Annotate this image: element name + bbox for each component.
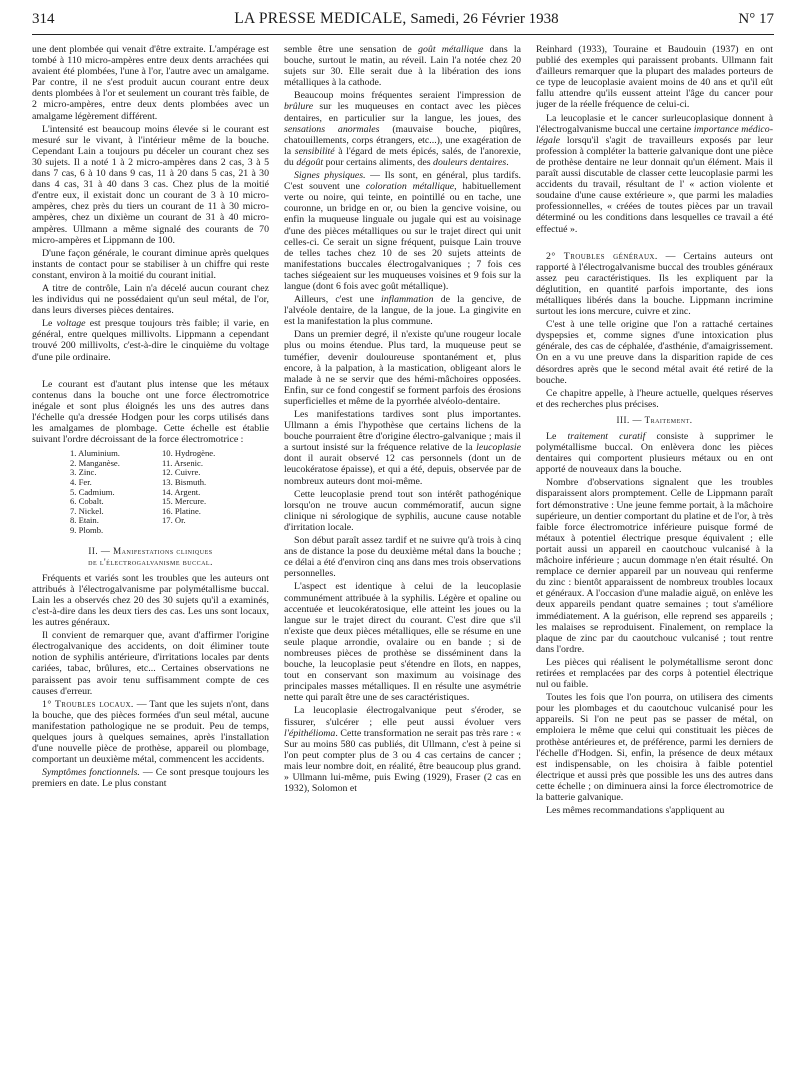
emphasis: Symptômes fonctionnels.: [42, 767, 140, 779]
list-item: 17. Or.: [162, 515, 186, 526]
paragraph: semble être une sensation de goût métallique dans la bouche, surtout le matin, au réveil. Lain l'a notée chez 20 sujets sur 30. Elle serait due à la libération des ions métalliques à la cathode.: [284, 44, 521, 89]
list-item: 14. Argent.: [162, 486, 201, 497]
paragraph: L'intensité est beaucoup moins élevée si le courant est mesuré sur le vivant, à l'intérieur même de la bouche. Cependant Lain a toujours pu déceler un courant chez ses 30 sujets. Il a noté 1 à 2 micro-ampères dans 2 cas, 3 à 5 dans 7 cas, 6 à 10 dans 9 cas, 11 à 20 dans 5 cas, 21 à 30 dans 4 cas, 31 à 40 dans 3 cas. Chez plus de la moitié d'entre eux, il existait donc un courant de 3 à 10 micro-ampères, chez près du tiers un courant de 11 à 30 micro-ampères, chez un dixième un courant de 31 à 40 micro-ampères. Ullmann a même signalé des courants de 70 micro-ampères et Lippmann de 100.: [32, 123, 269, 246]
emphasis: voltage: [56, 318, 86, 330]
paragraph: Les mêmes recommandations s'appliquent au: [546, 805, 725, 817]
paragraph: Les manifestations tardives sont plus importantes. Ullmann a émis l'hypothèse que certains lichens de la bouche pourraient être d'origine électro-galvanique ; mais il a surtout insisté sur la fréquence relative de la leucoplasie dont il aurait observé 12 cas personnels (dont un de leucokératose épaisse), et qui a été, depuis, observée par de nombreux auteurs dont moi-même.: [284, 409, 521, 487]
list-item: 15. Mercure.: [162, 496, 207, 507]
list-item: 1. Aluminium.: [70, 448, 120, 459]
paragraph: La leucoplasie et le cancer surleucoplasique donnent à l'électrogalvanisme buccal une certaine importance médico-légale lorsqu'il s'agit de travailleurs exposés par leur profession à compléter la batterie galvanique dont une pièce de prothèse dentaire ne leur donnait qu'un élément. Mais il paraît aussi discutable de classer cette leucoplasie parmi les accidents du travail, résultant de l' « action violente et soudaine d'une cause extérieure », que parmi les maladies professionnelles, « créées de toutes pièces par un travail déterminé ou les conditions dans lesquelles ce travail a été effectué ».: [536, 112, 773, 235]
paragraph: Nombre d'observations signalent que les troubles disparaissent alors promptement. Celle de Lippmann paraît fort démonstrative : Une jeune femme portait, à la mâchoire supérieure, un dentier comportant du platine et de l'or, à très faible force électromotrice inférieure puisque formé de métaux à potentiel électrique presque équivalent ; elle portait aussi un appareil en caoutchouc vulcanisé à la mâchoire inférieure ; aucun dommage n'en était résulté. On remplace ce dernier appareil par un nouveau qui renferme du zinc : bientôt apparaissent de nombreux troubles locaux et généraux. A l'occasion d'une maladie aiguë, on enlève les deux appareils pendant quatre semaines ; tout s'améliore immédiatement. A la guérison, elle reprend ses appareils ; les malaises se reproduisent. Finalement, on remplace la plaque de zinc par du caoutchouc vulcanisé ; tout rentre dans l'ordre.: [536, 477, 773, 655]
list-item: 3. Zinc.: [70, 467, 97, 478]
journal-title: LA PRESSE MEDICALE,: [234, 10, 407, 27]
paragraph: 2° Troubles généraux. — Certains auteurs ont rapporté à l'électrogalvanisme buccal des troubles généraux assez peu caractéristiques. Ils les expliquent par la déglutition, en quantité parfois importante, des ions métalliques libérés dans la bouche. Lippmann incrimine surtout les ions mercure, cuivre et zinc.: [536, 250, 773, 318]
header-rule: [32, 34, 774, 35]
paragraph: D'une façon générale, le courant diminue après quelques instants de contact pour se stabiliser à un chiffre qui reste constant, environ à la moitié du courant initial.: [32, 247, 269, 281]
list-item: 5. Cadmium.: [70, 486, 115, 497]
paragraph: A titre de contrôle, Lain n'a décelé aucun courant chez les individus qui ne possédaient qu'un seul métal, de l'or, dans leurs diverses pièces dentaires.: [32, 282, 269, 317]
paragraph: Toutes les fois que l'on pourra, on utilisera des ciments pour les plombages et du caoutchouc vulcanisé pour les appareils. Si l'on ne peut pas se passer de métal, on emploiera le même que celui qui constituait les pièces de prothèse antérieures et, de préférence, parmi les derniers de l'échelle d'Hodgen. Si, enfin, la présence de deux métaux est indispensable, on les choisira à faible potentiel électrique et aussi près que possible les uns des autres dans cette échelle ; on diminuera ainsi la force électromotrice de la batterie galvanique.: [536, 692, 773, 803]
column-2: [284, 44, 521, 1074]
list-item: 4. Fer.: [70, 476, 92, 487]
paragraph: Symptômes fonctionnels. — Ce sont presque toujours les premiers en date. Le plus constant: [32, 767, 269, 790]
subheading: 1° Troubles locaux.: [42, 698, 134, 710]
paragraph: Cette leucoplasie prend tout son intérêt pathogénique lorsqu'on ne trouve aucun commémoratif, aucun signe clinique ni sérologique de syphilis, aucune cause notable d'irritation locale.: [284, 488, 521, 533]
paragraph: La leucoplasie électrogalvanique peut s'éroder, se fissurer, s'ulcérer ; elle peut aussi évoluer vers l'épithélioma. Cette transformation ne serait pas très rare : « Sur au moins 580 cas publiés, dit Ullmann, c'est à peine si l'on peut compter plus de 3 ou 4 cas certains de cancer ; mais leur nombre doit, en réalité, être beaucoup plus grand. » Ullmann lui-même, puis Ewing (1929), Fraser (2 cas en 1932), Solomon et: [284, 705, 521, 795]
list-item: 6. Cobalt.: [70, 496, 104, 507]
issue-number: N° 17: [738, 11, 774, 27]
list-item: 10. Hydrogène.: [162, 448, 216, 459]
list-item: 12. Cuivre.: [162, 467, 201, 478]
paragraph: Le traitement curatif consiste à supprimer le polymétallisme buccal. On enlèvera donc les pièces dentaires qui comportent plusieurs métaux ou en ont apporté de nouveaux dans la bouche.: [536, 431, 773, 476]
column-1: [32, 44, 269, 1074]
list-item: 11. Arsenic.: [162, 457, 203, 468]
page-header: [32, 10, 774, 32]
list-item: 2. Manganèse.: [70, 457, 120, 468]
paragraph: Ailleurs, c'est une inflammation de la gencive, de l'alvéole dentaire, de la langue, de la joue. La gingivite en est la manifestation la plus commune.: [284, 294, 521, 328]
list-item: 7. Nickel.: [70, 505, 104, 516]
list-item: 16. Platine.: [162, 505, 201, 516]
list-item: 13. Bismuth.: [162, 476, 207, 487]
paragraph: Le courant est d'autant plus intense que les métaux contenus dans la bouche ont une force électromotrice inégale et sont plus éloignés les uns des autres dans l'échelle qu'a dressée Hodgen pour les corps utilisés dans les amalgames de plombage. Cette échelle est établie suivant l'ordre décroissant de la force électromotrice :: [32, 378, 269, 446]
paragraph: Ce chapitre appelle, à l'heure actuelle, quelques réserves et des recherches plus précises.: [536, 387, 773, 410]
paragraph: Dans un premier degré, il n'existe qu'une rougeur locale plus ou moins étendue. Plus tard, la muqueuse peut se tuméfier, devenir douloureuse spontanément et, plus encore, à la palpation, à la mastication, obligeant alors le malade à ne se servir que des hémi-mâchoires opposées. Enfin, sur ce fond congestif se forment parfois des érosions superficielles et même de la pyorrhée alvéolo-dentaire.: [284, 329, 521, 407]
issue-date: Samedi, 26 Février 1938: [410, 11, 559, 27]
paragraph: une dent plombée qui venait d'être extraite. L'ampérage est tombé à 110 micro-ampères entre deux dents arrachées qui avaient été plombées, l'une à l'or, l'autre avec un amalgame. Par contre, il ne s'est produit aucun courant entre deux dents plombées à l'or et seulement un courant très faible, de 2 micro-ampères, entre deux dents plombées avec un amalgame légèrement différent.: [32, 44, 269, 122]
paragraph: 1° Troubles locaux. — Tant que les sujets n'ont, dans la bouche, que des pièces formées d'un seul métal, aucune manifestation pathologique ne se produit. Peu de temps, quelques jours à quelques semaines, après l'installation d'une nouvelle pièce de prothèse, appareil ou plombage, comportant un deuxième métal, commencent les accidents.: [32, 698, 269, 766]
paragraph: Son début paraît assez tardif et ne suivre qu'à trois à cinq ans de distance la pose du deuxième métal dans la bouche ; ce délai a été d'environ cinq ans dans mes trois observations personnelles.: [284, 535, 521, 580]
journal-title-line: [234, 10, 558, 28]
section-heading: II. — Manifestations cliniques de l'électrogalvanisme buccal.: [88, 545, 213, 567]
column-3: [536, 44, 773, 1074]
paragraph: Reinhard (1933), Touraine et Baudouin (1937) en ont publié des exemples qui paraissent probants. Ullmann fait d'ailleurs remarquer que la plupart des malades porteurs de ce type de leucoplasie avaient moins de 40 ans et qu'il eût fallu attendre qu'ils eussent atteint l'âge du cancer pour juger de la réelle fréquence de celui-ci.: [536, 44, 773, 111]
paragraph: Les pièces qui réalisent le polymétallisme seront donc retirées et remplacées par des corps à potentiel électrique nul ou faible.: [536, 656, 773, 691]
paragraph: L'aspect est identique à celui de la leucoplasie communément attribuée à la syphilis. Légère et opaline ou accentuée et leucokératosique, elle atteint les joues ou la langue sur le trajet direct du courant. C'est dire que s'il n'existe que deux pièces métalliques, elle se résume en une seule plaque arrondie, ovalaire ou en bande ; si de nombreuses pièces de prothèse se disséminent dans la bouche, la leucoplasie peut s'étendre en îlots, en nappes, tout en conservant son maximum au voisinage des principales masses métalliques. Il en résulte une asymétrie nette qui paraît être une de ses caractéristiques.: [284, 581, 521, 704]
list-item: 9. Plomb.: [70, 524, 104, 535]
paragraph: Il convient de remarquer que, avant d'affirmer l'origine électrogalvanique des accidents, on doit éliminer toute notion de syphilis antérieure, d'irritations locales par dents cariées, tabac, brûlures, etc... Certaines observations ne paraissent pas avoir tenu suffisamment compte de ces causes d'erreur.: [32, 630, 269, 697]
paragraph: Fréquents et variés sont les troubles que les auteurs ont attribués à l'électrogalvanisme par polymétallisme buccal. Lain les a observés chez 20 des 30 sujets qu'il a examinés, c'est-à-dire dans les deux tiers des cas. Les uns sont locaux, les autres généraux.: [32, 572, 269, 629]
paragraph: Signes physiques. — Ils sont, en général, plus tardifs. C'est souvent une coloration métallique, habituellement verte ou noire, qui teinte, en pointillé ou en tache, une couronne, un bridge en or, ou bien la gencive voisine, ou enfin la muqueuse linguale ou jugale qui est au voisinage d'une des pièces métalliques ou sur le trajet direct qui unit celles-ci. Ce serait un signe fréquent, puisque Lain trouve de telles taches chez 10 de ses 20 sujets atteints de manifestations buccales électrogalvaniques ; 7 fois ces taches siégeaient sur les muqueuses voisines et 9 fois sur la langue (dont 6 fois avec goût métallique).: [284, 170, 521, 292]
paragraph: Beaucoup moins fréquentes seraient l'impression de brûlure sur les muqueuses en contact avec les pièces dentaires, en particulier sur la langue, les joues, des sensations anormales (mauvaise bouche, piqûres, chatouillements, corps étrangers, etc...), une exagération de la sensibilité à l'égard de mets épicés, salés, de l'anorexie, du dégoût pour certains aliments, des douleurs dentaires.: [284, 90, 521, 168]
metals-list-left: [70, 449, 162, 535]
article-columns: [32, 44, 774, 1074]
hodgen-scale-list: [70, 449, 269, 535]
paragraph: C'est à une telle origine que l'on a rattaché certaines dyspepsies et, comme signes d'une intoxication plus générale, des cas de céphalée, d'asthénie, d'amaigrissement. On en a vu une preuve dans la disparition rapide de ces désordres après que le second métal avait été retiré de la bouche.: [536, 319, 773, 386]
list-item: 8. Etain.: [70, 515, 99, 526]
metals-list-right: [162, 449, 254, 535]
page-number: 314: [32, 11, 55, 27]
subheading: 2° Troubles généraux.: [546, 250, 658, 262]
paragraph: Le voltage est presque toujours très faible; il varie, en général, entre quelques millivolts. Lippmann a cependant trouvé 200 millivolts, c'est-à-dire le cinquième du voltage d'une pile ordinaire.: [32, 318, 269, 363]
section-heading: III. — Traitement.: [616, 414, 693, 425]
